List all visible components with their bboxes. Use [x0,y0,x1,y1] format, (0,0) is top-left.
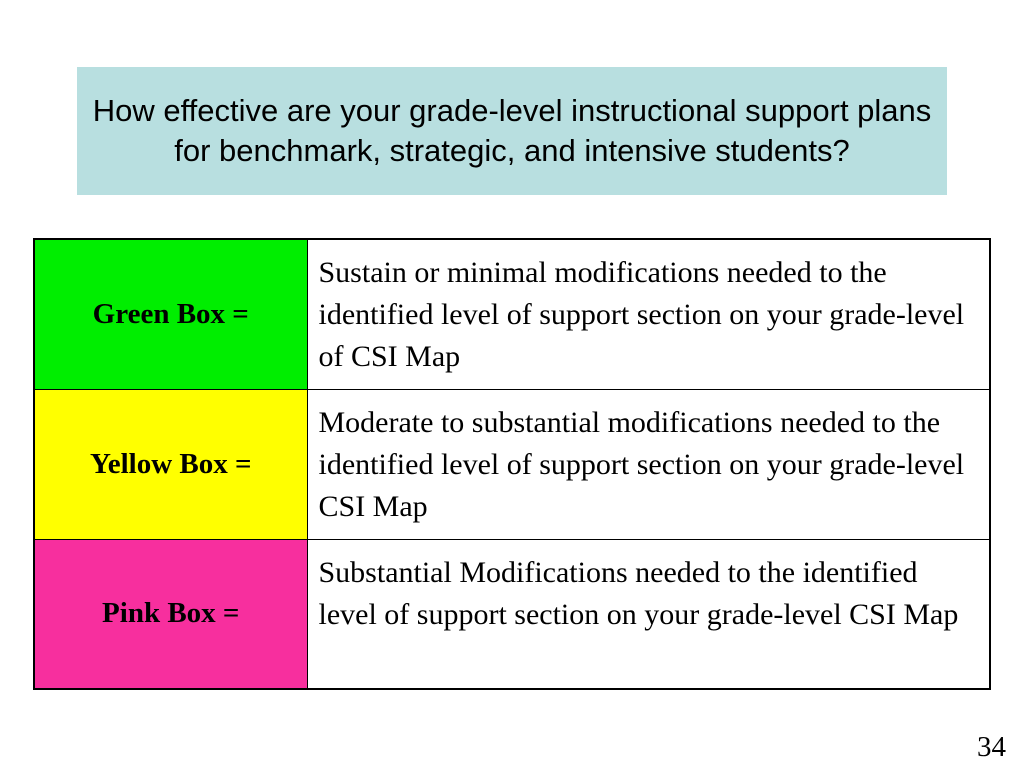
slide-title: How effective are your grade-level instructional support plans for benchmark, strategic, and intensive students? [92,93,932,168]
legend-description-pink: Substantial Modifications needed to the identified level of support section on your grade-level CSI Map [307,539,990,689]
page-number: 34 [977,731,1006,763]
legend-label-yellow: Yellow Box = [34,389,307,539]
legend-description-yellow: Moderate to substantial modifications needed to the identified level of support section on your grade-level CSI Map [307,389,990,539]
legend-label-pink: Pink Box = [34,539,307,689]
legend-row-yellow [34,389,990,539]
title-banner [77,67,947,195]
legend-row-green [34,239,990,389]
legend-description-green: Sustain or minimal modifications needed to the identified level of support section on your grade-level of CSI Map [307,239,990,389]
color-legend-table [33,238,991,690]
legend-row-pink [34,539,990,689]
legend-label-green: Green Box = [34,239,307,389]
